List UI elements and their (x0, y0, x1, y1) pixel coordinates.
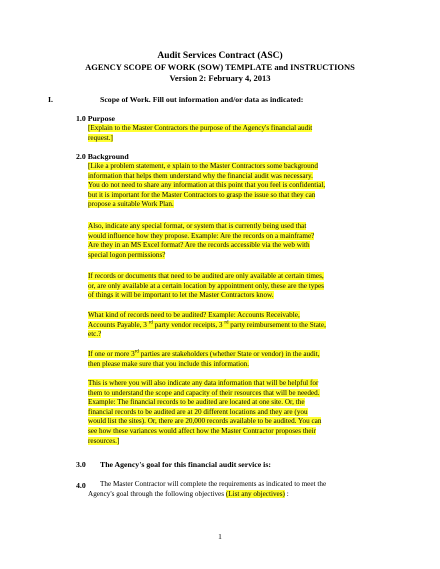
background-line: You do not need to share any information at this point that you feel is confidential, (88, 181, 326, 190)
background-paragraph-3 (88, 272, 378, 301)
background-paragraph-5 (88, 350, 378, 369)
background-paragraph-6 (88, 379, 378, 446)
background-line: [Like a problem statement, e xplain to the Master Contractors some background (88, 162, 318, 170)
line-part: party reimbursement to the State, (228, 320, 326, 329)
background-line: resources.] (88, 436, 120, 445)
background-line: Also, indicate any special format, or system that is currently being used that (88, 222, 307, 230)
doc-subtitle: AGENCY SCOPE OF WORK (SOW) TEMPLATE and INSTRUCTIONS (85, 62, 355, 72)
background-line: then please make sure that you include this information. (88, 359, 250, 368)
doc-version: Version 2: February 4, 2013 (169, 73, 271, 83)
line-part: Agency's goal through the following objectives (88, 489, 226, 498)
purpose-line: [Explain to the Master Contractors the purpose of the Agency's financial audit (88, 124, 313, 132)
background-heading: 2.0 Background (76, 152, 129, 161)
background-line: special logon permissions? (88, 250, 166, 259)
item-4-line (88, 490, 380, 500)
background-line: Example: The financial records to be audited are located at one site. Or, the (88, 398, 305, 407)
page-number: 1 (218, 532, 222, 541)
background-line: This is where you will also indicate any data information that will be helpful for (88, 379, 319, 387)
background-line (88, 321, 326, 329)
purpose-heading: 1.0 Purpose (76, 114, 115, 123)
background-line: propose a suitable Work Plan. (88, 200, 174, 209)
line-part: party vendor receipts, 3 (152, 320, 225, 329)
section-i-heading: Scope of Work. Fill out information and/or data as indicated: (100, 95, 304, 104)
ordinal-suffix: rd (134, 349, 139, 355)
section-i-number: I. (48, 95, 53, 104)
background-line: financial records to be audited are at 20 different locations and they are (you (88, 407, 308, 416)
background-line: Are they in an MS Excel format? Are the records accessible via the web with (88, 241, 310, 250)
background-paragraph-1 (88, 162, 378, 210)
purpose-line: request.] (88, 133, 113, 142)
background-line: them to understand the scope and capacity of their resources that will be needed. (88, 388, 320, 397)
item-4-line: The Master Contractor will complete the requirements as indicated to meet the (100, 480, 327, 488)
background-line: of things it will be important to let the Master Contractors know. (88, 291, 274, 300)
goal-heading: The Agency's goal for this financial audit service is: (100, 460, 271, 469)
ordinal-suffix: rd (148, 320, 153, 326)
background-line: information that helps them understand why the financial audit was necessary. (88, 171, 313, 180)
item-4-paragraph (88, 480, 380, 499)
background-line: If records or documents that need to be audited are only available at certain times, (88, 272, 324, 280)
background-paragraph-4 (88, 311, 378, 340)
goal-number: 3.0 (76, 460, 86, 469)
ordinal-suffix: rd (224, 320, 229, 326)
background-line: would influence how they propose. Example: Are the records on a mainframe? (88, 231, 315, 240)
purpose-paragraph (88, 124, 378, 143)
background-line (88, 350, 320, 358)
background-line: What kind of records need to be audited? Example: Accounts Receivable, (88, 311, 300, 319)
item-4-number: 4.0 (76, 481, 86, 490)
line-part: If one or more 3 (88, 350, 135, 358)
background-line: or, are only available at a certain location by appointment only, these are the types (88, 281, 324, 290)
background-line: see how these variances would affect how the Master Contractor proposes their (88, 426, 316, 435)
background-line: etc.? (88, 330, 102, 339)
doc-title: Audit Services Contract (ASC) (157, 51, 283, 61)
background-line: would list the sites). Or, there are 20,000 records available to be audited. You can (88, 417, 322, 426)
background-line: but it is important for the Master Contractors to grasp the issue so that they can (88, 190, 316, 199)
background-paragraph-2 (88, 222, 378, 260)
line-part: parties are stakeholders (whether State or vendor) in the audit, (138, 350, 320, 358)
objectives-placeholder: (List any objectives) (225, 489, 285, 498)
line-part: Accounts Payable, 3 (88, 320, 149, 329)
line-part: : (284, 489, 289, 498)
